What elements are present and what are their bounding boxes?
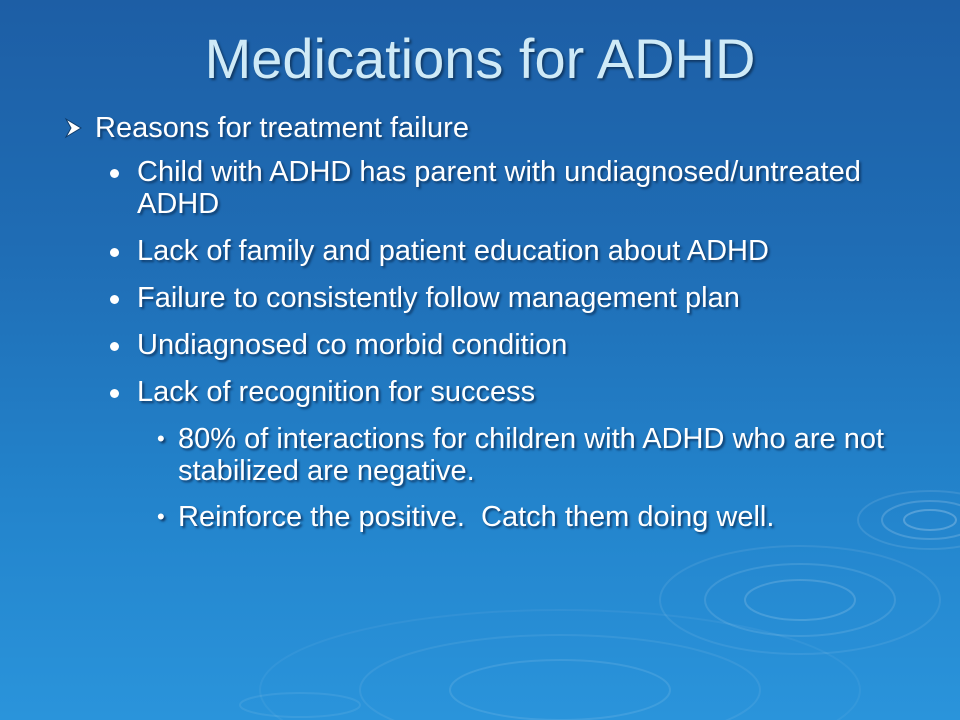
list-item-text: Child with ADHD has parent with undiagnosed/untreated ADHD bbox=[137, 156, 861, 220]
slide-title: Medications for ADHD bbox=[204, 27, 756, 90]
sub-list-item bbox=[157, 501, 902, 533]
sub-bullet-icon: • bbox=[157, 426, 165, 451]
heading-text: Reasons for treatment failure bbox=[95, 112, 469, 144]
dot-bullet-icon bbox=[110, 342, 119, 351]
dot-bullet-icon bbox=[110, 169, 119, 178]
list-item bbox=[107, 235, 902, 267]
list-item bbox=[107, 329, 902, 361]
sub-list-item-text: Reinforce the positive. Catch them doing well. bbox=[178, 501, 775, 533]
dot-bullet-icon bbox=[110, 248, 119, 257]
sub-list-item bbox=[157, 423, 902, 487]
dot-bullet-icon bbox=[110, 389, 119, 398]
sub-list-item-text: 80% of interactions for children with ADHD who are not stabilized are negative. bbox=[178, 423, 885, 487]
list-item-text: Lack of family and patient education about ADHD bbox=[137, 235, 769, 267]
list-item-text: Undiagnosed co morbid condition bbox=[137, 329, 568, 361]
arrowhead-bullet-icon bbox=[62, 114, 86, 142]
list-item bbox=[107, 376, 902, 408]
slide-body bbox=[62, 110, 902, 547]
list-item bbox=[107, 156, 902, 220]
heading-bullet bbox=[62, 110, 902, 146]
list-item-text: Failure to consistently follow management plan bbox=[137, 282, 740, 314]
list-item bbox=[107, 282, 902, 314]
sub-bullet-icon: • bbox=[157, 504, 165, 529]
list-item-text: Lack of recognition for success bbox=[137, 376, 536, 408]
dot-bullet-icon bbox=[110, 295, 119, 304]
